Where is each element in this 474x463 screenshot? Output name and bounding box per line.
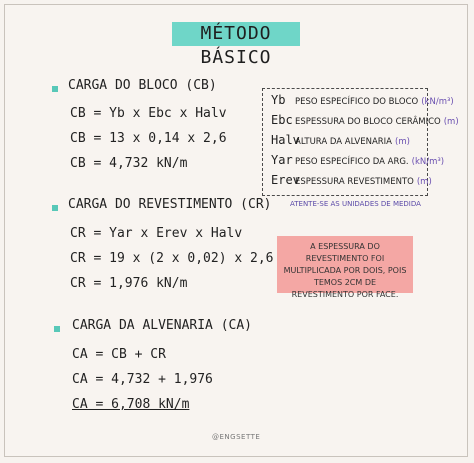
legend-text: ESPESSURA DO BLOCO CERÂMICO	[295, 117, 441, 127]
footer-handle: @ENGSETTE	[212, 433, 261, 441]
legend-row	[271, 173, 432, 187]
bullet-icon	[52, 86, 58, 92]
legend-row	[271, 93, 454, 107]
legend-unit: (m)	[416, 177, 432, 187]
legend-unit: (kN/m³)	[411, 157, 445, 167]
bullet-icon	[52, 205, 58, 211]
formula-line: CA = 4,732 + 1,976	[72, 372, 213, 387]
formula-line: CB = Yb x Ebc x Halv	[70, 106, 227, 121]
formula-line: CB = 4,732 kN/m	[70, 156, 188, 171]
legend-text: ESPESSURA REVESTIMENTO	[295, 177, 414, 187]
formula-line: CR = 19 x (2 x 0,02) x 2,6	[70, 251, 274, 266]
heading-carga-alvenaria: CARGA DA ALVENARIA (CA)	[72, 318, 253, 333]
legend-symbol: Yb	[271, 93, 286, 107]
legend-row	[271, 113, 459, 127]
formula-line: CR = Yar x Erev x Halv	[70, 226, 243, 241]
formula-line: CB = 13 x 0,14 x 2,6	[70, 131, 227, 146]
legend-unit: (m)	[395, 137, 410, 147]
formula-result: CA = 6,708 kN/m	[72, 397, 190, 412]
heading-carga-bloco: CARGA DO BLOCO (CB)	[68, 78, 217, 93]
legend-symbol: Yar	[271, 153, 293, 167]
legend-unit: (m)	[443, 117, 459, 127]
legend-text: PESO ESPECÍFICO DO BLOCO	[295, 97, 419, 107]
formula-line: CR = 1,976 kN/m	[70, 276, 188, 291]
formula-line: CA = CB + CR	[72, 347, 166, 362]
legend-box	[262, 88, 459, 196]
bullet-icon	[54, 326, 60, 332]
heading-carga-revestimento: CARGA DO REVESTIMENTO (CR)	[68, 197, 272, 212]
units-note: ATENTE-SE AS UNIDADES DE MEDIDA	[290, 200, 421, 208]
legend-symbol: Erev	[271, 173, 300, 187]
revestimento-note: A ESPESSURA DO REVESTIMENTO FOI MULTIPLICADA POR DOIS, POIS TEMOS 2CM DE REVESTIMENTO POR FACE.	[277, 236, 413, 293]
legend-unit: (kN/m³)	[421, 97, 454, 107]
legend-text: PESO ESPECÍFICO DA ARG.	[295, 157, 409, 167]
legend-row	[271, 133, 410, 147]
legend-row	[271, 153, 444, 167]
legend-symbol: Halv	[271, 133, 300, 147]
page-title: MÉTODO BÁSICO	[172, 22, 300, 46]
legend-text: ALTURA DA ALVENARIA	[295, 137, 392, 147]
legend-symbol: Ebc	[271, 113, 293, 127]
